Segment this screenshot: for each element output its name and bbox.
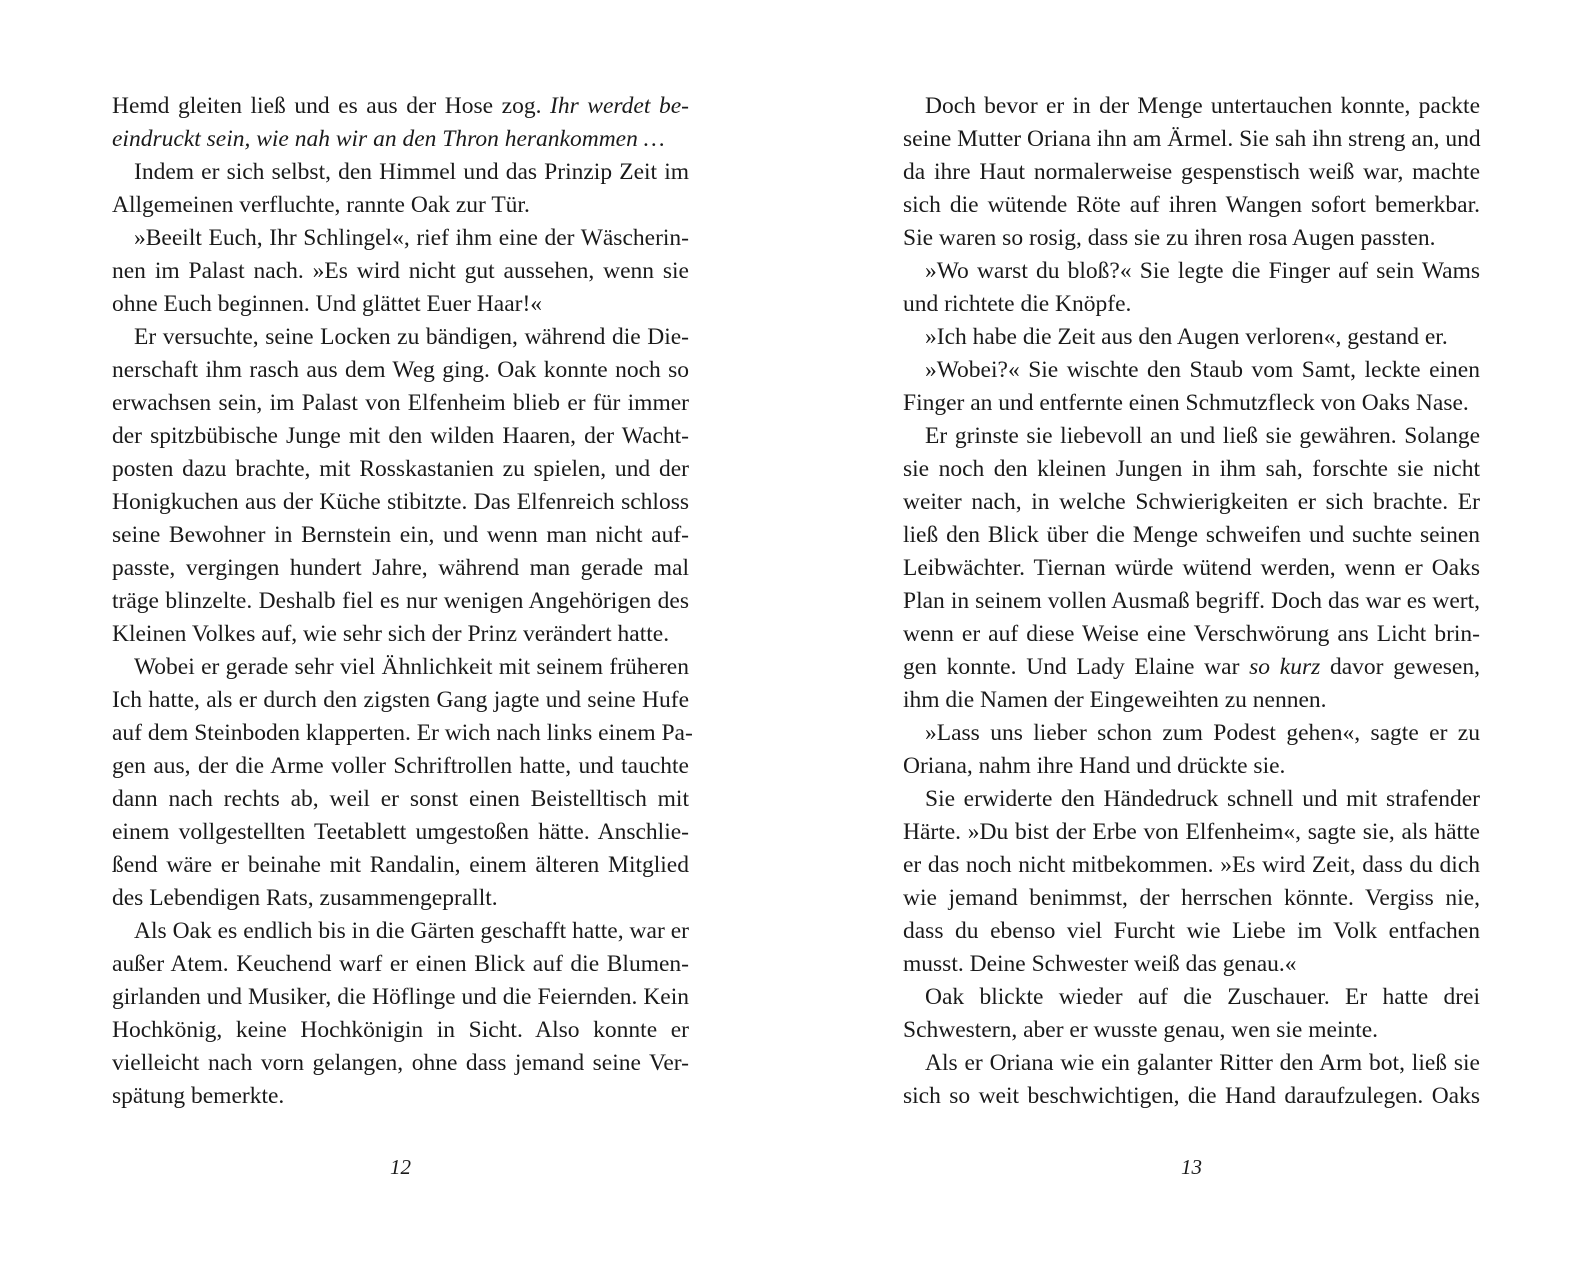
text-run: da ihre Haut normalerweise gespenstisch weiß war, machte (903, 159, 1480, 185)
text-line (903, 1047, 1480, 1080)
text-run: Doch bevor er in der Menge untertauchen konnte, packte (925, 93, 1480, 119)
text-line (112, 717, 693, 750)
text-run: girlanden und Musiker, die Höflinge und die Feiernden. Kein (112, 984, 689, 1010)
text-line (112, 783, 689, 816)
text-line (112, 123, 689, 156)
text-line (112, 1014, 689, 1047)
text-line (112, 222, 689, 255)
text-run: Oak blickte wieder auf die Zuschauer. Er hatte drei (925, 984, 1480, 1010)
text-line (112, 552, 689, 585)
text-run: und richtete die Knöpfe. (903, 291, 1132, 317)
text-run: Er versuchte, seine Locken zu bändigen, während die Die- (134, 324, 689, 350)
text-line (112, 651, 689, 684)
text-line (903, 321, 1480, 354)
text-run: ihm die Namen der Eingeweihten zu nennen. (903, 687, 1327, 713)
text-line (903, 1080, 1480, 1113)
text-run: Sie waren so rosig, dass sie zu ihren rosa Augen passten. (903, 225, 1436, 251)
text-line (903, 717, 1480, 750)
text-line (112, 156, 689, 189)
text-line (112, 288, 689, 321)
text-line (903, 123, 1480, 156)
text-run: sie noch den kleinen Jungen in ihm sah, forschte sie nicht (903, 456, 1480, 482)
text-line (903, 849, 1480, 882)
text-run: außer Atem. Keuchend warf er einen Blick auf die Blumen- (112, 951, 689, 977)
text-line (112, 354, 689, 387)
text-line (112, 948, 689, 981)
text-run: er das noch nicht mitbekommen. »Es wird Zeit, dass du dich (903, 852, 1480, 878)
right-page-number: 13 (1181, 1155, 1202, 1179)
text-line (903, 156, 1480, 189)
text-run: Finger an und entfernte einen Schmutzfleck von Oaks Nase. (903, 390, 1469, 416)
text-run: des Lebendigen Rats, zusammengeprallt. (112, 885, 498, 911)
text-line (903, 354, 1480, 387)
text-run: Er grinste sie liebevoll an und ließ sie gewähren. Solange (925, 423, 1480, 449)
text-line (903, 915, 1480, 948)
text-run: ohne Euch beginnen. Und glättet Euer Haar!« (112, 291, 543, 317)
text-run: »Lass uns lieber schon zum Podest gehen«, sagte er zu (925, 720, 1480, 746)
text-run: weiter nach, in welche Schwierigkeiten er sich brachte. Er (903, 489, 1480, 515)
text-line (903, 222, 1480, 255)
text-run: wenn er auf diese Weise eine Verschwörung ans Licht brin- (903, 621, 1480, 647)
text-run: dass du ebenso viel Furcht wie Liebe im Volk entfachen (903, 918, 1480, 944)
text-run: Plan in seinem vollen Ausmaß begriff. Doch das war es wert, (903, 588, 1480, 614)
text-run: »Wobei?« Sie wischte den Staub vom Samt, leckte einen (925, 357, 1480, 383)
left-page (112, 0, 693, 1270)
right-page-text (903, 90, 1480, 1113)
text-run: Härte. »Du bist der Erbe von Elfenheim«, sagte sie, als hätte (903, 819, 1480, 845)
text-run: Ich hatte, als er durch den zigsten Gang jagte und seine Hufe (112, 687, 689, 713)
text-line (903, 585, 1480, 618)
text-run: gen konnte. Und Lady Elaine war (903, 654, 1250, 680)
text-line (903, 420, 1480, 453)
text-run: nen im Palast nach. »Es wird nicht gut aussehen, wenn sie (112, 258, 689, 284)
text-line (112, 387, 689, 420)
text-run: Kleinen Volkes auf, wie sehr sich der Prinz verändert hatte. (112, 621, 670, 647)
text-run: Schwestern, aber er wusste genau, wen sie meinte. (903, 1017, 1379, 1043)
text-run: träge blinzelte. Deshalb fiel es nur wenigen Angehörigen des (112, 588, 689, 614)
text-line (903, 618, 1480, 651)
text-run: Oriana, nahm ihre Hand und drückte sie. (903, 753, 1286, 779)
text-line (112, 519, 689, 552)
text-line (112, 90, 689, 123)
text-line (903, 189, 1480, 222)
text-line (112, 1047, 689, 1080)
text-line (112, 321, 689, 354)
text-run: seine Mutter Oriana ihn am Ärmel. Sie sah ihn streng an, und (903, 126, 1481, 152)
text-run: wie jemand benimmst, der herrschen könnte. Vergiss nie, (903, 885, 1480, 911)
text-line (903, 255, 1480, 288)
text-run: passte, vergingen hundert Jahre, während man gerade mal (112, 555, 689, 581)
text-line (903, 981, 1480, 1014)
text-run: posten dazu brachte, mit Rosskastanien zu spielen, und der (112, 456, 689, 482)
text-line (903, 948, 1480, 981)
text-line (112, 486, 689, 519)
text-run: Als Oak es endlich bis in die Gärten geschafft hatte, war er (134, 918, 689, 944)
text-run: Hemd gleiten ließ und es aus der Hose zog. (112, 93, 551, 119)
text-line (112, 849, 689, 882)
text-line (112, 618, 689, 651)
text-line (903, 90, 1480, 123)
text-run: vielleicht nach vorn gelangen, ohne dass jemand seine Ver- (112, 1050, 689, 1076)
text-line (112, 684, 689, 717)
text-line (903, 453, 1480, 486)
text-line (903, 684, 1480, 717)
text-run: ließ den Blick über die Menge schweifen und suchte seinen (903, 522, 1480, 548)
text-line (903, 783, 1480, 816)
text-line (112, 1080, 689, 1113)
text-line (112, 882, 689, 915)
text-run: erwachsen sein, im Palast von Elfenheim blieb er für immer (112, 390, 689, 416)
text-run: Als er Oriana wie ein galanter Ritter den Arm bot, ließ sie (925, 1050, 1480, 1076)
text-run: ßend wäre er beinahe mit Randalin, einem älteren Mitglied (112, 852, 689, 878)
text-line (112, 981, 689, 1014)
text-line (903, 288, 1480, 321)
text-run: seine Bewohner in Bernstein ein, und wenn man nicht auf- (112, 522, 689, 548)
text-run: Allgemeinen verfluchte, rannte Oak zur Tür. (112, 192, 530, 218)
text-line (903, 552, 1480, 585)
text-line (112, 750, 689, 783)
text-run: der spitzbübische Junge mit den wilden Haaren, der Wacht- (112, 423, 689, 449)
text-run: Hochkönig, keine Hochkönigin in Sicht. Also konnte er (112, 1017, 689, 1043)
text-run: Sie erwiderte den Händedruck schnell und mit strafender (925, 786, 1480, 812)
text-line (112, 915, 689, 948)
text-line (112, 189, 689, 222)
text-line (112, 585, 689, 618)
text-line (903, 651, 1480, 684)
text-line (903, 387, 1480, 420)
right-page (903, 0, 1480, 1270)
text-run: sich die wütende Röte auf ihren Wangen sofort bemerkbar. (903, 192, 1480, 218)
text-run: »Beeilt Euch, Ihr Schlingel«, rief ihm eine der Wäscherin- (134, 225, 689, 251)
text-line (112, 255, 689, 288)
text-line (112, 420, 689, 453)
italic-text: so kurz (1249, 654, 1321, 680)
text-line (903, 882, 1480, 915)
text-line (903, 816, 1480, 849)
left-page-text (112, 90, 693, 1113)
text-run: auf dem Steinboden klapperten. Er wich nach links einem Pa- (112, 720, 693, 746)
text-line (903, 519, 1480, 552)
text-run: Leibwächter. Tiernan würde wütend werden, wenn er Oaks (903, 555, 1480, 581)
text-run: Honigkuchen aus der Küche stibitzte. Das Elfenreich schloss (112, 489, 689, 515)
text-run: sich so weit beschwichtigen, die Hand daraufzulegen. Oaks (903, 1083, 1480, 1109)
text-run: Indem er sich selbst, den Himmel und das Prinzip Zeit im (134, 159, 689, 185)
text-run: dann nach rechts ab, weil er sonst einen Beistelltisch mit (112, 786, 689, 812)
text-line (112, 816, 689, 849)
italic-text: Ihr werdet be- (550, 93, 689, 119)
text-line (903, 486, 1480, 519)
text-run: »Ich habe die Zeit aus den Augen verloren«, gestand er. (925, 324, 1448, 350)
left-page-number: 12 (390, 1155, 411, 1179)
text-run: musst. Deine Schwester weiß das genau.« (903, 951, 1297, 977)
text-run: einem vollgestellten Teetablett umgestoßen hätte. Anschlie- (112, 819, 689, 845)
text-line (903, 1014, 1480, 1047)
text-line (112, 453, 689, 486)
italic-text: eindruckt sein, wie nah wir an den Thron herankommen … (112, 126, 665, 152)
text-line (903, 750, 1480, 783)
text-run: »Wo warst du bloß?« Sie legte die Finger auf sein Wams (925, 258, 1480, 284)
text-run: davor gewesen, (1320, 654, 1480, 680)
text-run: Wobei er gerade sehr viel Ähnlichkeit mit seinem früheren (134, 654, 689, 680)
text-run: spätung bemerkte. (112, 1083, 285, 1109)
text-run: gen aus, der die Arme voller Schriftrollen hatte, und tauchte (112, 753, 689, 779)
text-run: nerschaft ihm rasch aus dem Weg ging. Oak konnte noch so (112, 357, 689, 383)
